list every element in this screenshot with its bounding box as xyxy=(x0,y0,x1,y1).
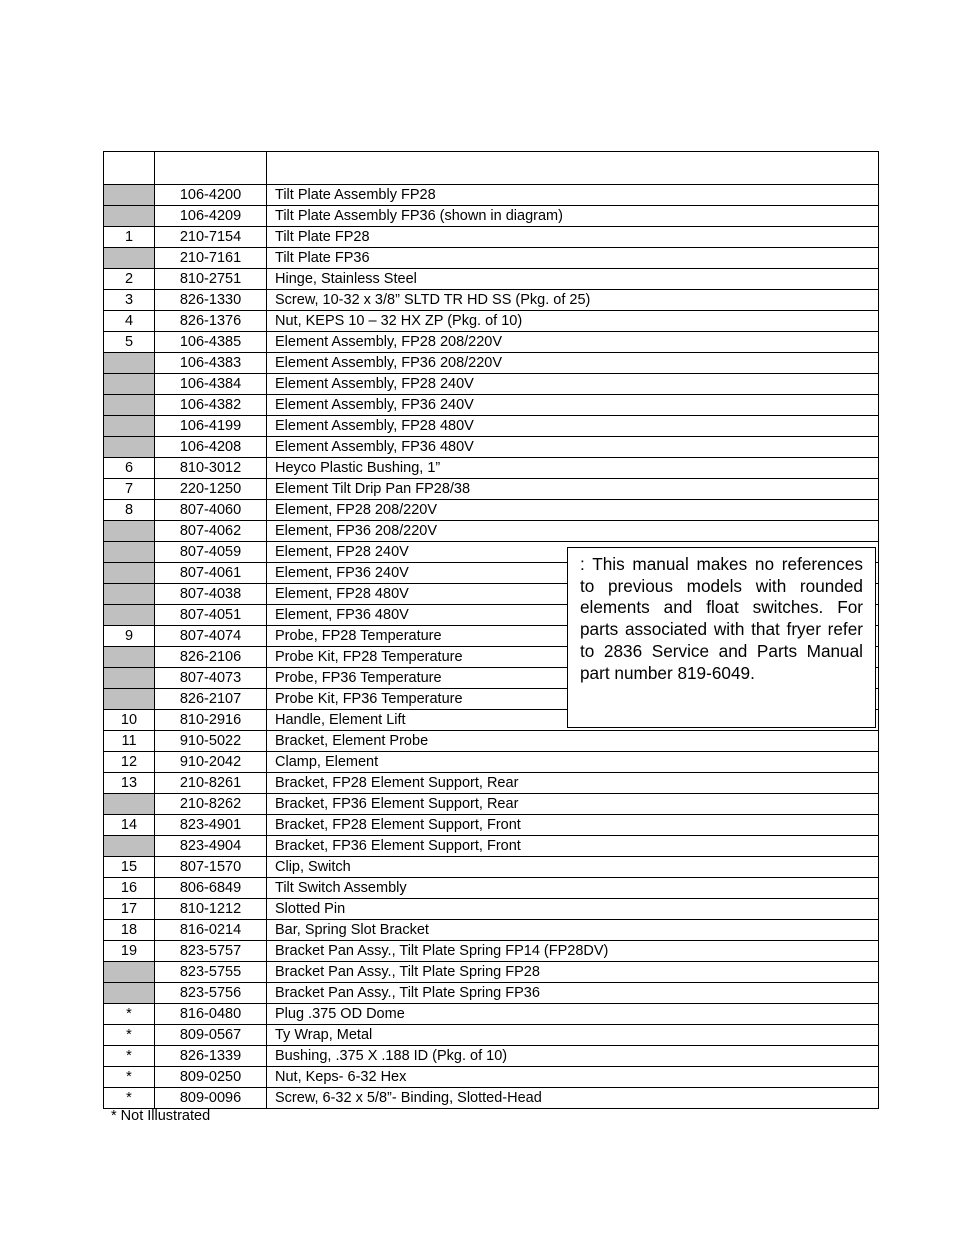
table-row xyxy=(104,857,879,878)
part-number: 823-5755 xyxy=(155,962,267,983)
table-row xyxy=(104,521,879,542)
table-row xyxy=(104,1067,879,1088)
item-number xyxy=(104,374,155,395)
part-number: 807-4074 xyxy=(155,626,267,647)
description: Tilt Plate FP28 xyxy=(267,227,879,248)
item-number xyxy=(104,185,155,206)
part-number: 106-4384 xyxy=(155,374,267,395)
item-number: 10 xyxy=(104,710,155,731)
header-item xyxy=(104,152,155,185)
part-number: 106-4385 xyxy=(155,332,267,353)
part-number: 220-1250 xyxy=(155,479,267,500)
part-number: 910-2042 xyxy=(155,752,267,773)
description: Screw, 10-32 x 3/8” SLTD TR HD SS (Pkg. of 25) xyxy=(267,290,879,311)
description: Tilt Plate FP36 xyxy=(267,248,879,269)
item-number: * xyxy=(104,1004,155,1025)
description: Element, FP36 480V xyxy=(267,605,879,626)
item-number xyxy=(104,584,155,605)
item-number xyxy=(104,605,155,626)
description: Bracket Pan Assy., Tilt Plate Spring FP14 (FP28DV) xyxy=(267,941,879,962)
table-row xyxy=(104,500,879,521)
description: Bracket Pan Assy., Tilt Plate Spring FP28 xyxy=(267,962,879,983)
description: Hinge, Stainless Steel xyxy=(267,269,879,290)
item-number xyxy=(104,437,155,458)
description: Nut, Keps- 6-32 Hex xyxy=(267,1067,879,1088)
item-number: 4 xyxy=(104,311,155,332)
part-number: 823-5757 xyxy=(155,941,267,962)
table-row xyxy=(104,311,879,332)
item-number: * xyxy=(104,1067,155,1088)
part-number: 910-5022 xyxy=(155,731,267,752)
part-number: 106-4209 xyxy=(155,206,267,227)
table-row xyxy=(104,479,879,500)
description: Element, FP36 208/220V xyxy=(267,521,879,542)
part-number: 810-2751 xyxy=(155,269,267,290)
description: Bracket Pan Assy., Tilt Plate Spring FP36 xyxy=(267,983,879,1004)
header-description xyxy=(267,152,879,185)
part-number: 823-4901 xyxy=(155,815,267,836)
part-number: 816-0480 xyxy=(155,1004,267,1025)
table-row xyxy=(104,878,879,899)
description: Bracket, FP28 Element Support, Front xyxy=(267,815,879,836)
description: Tilt Switch Assembly xyxy=(267,878,879,899)
table-row xyxy=(104,395,879,416)
item-number: 7 xyxy=(104,479,155,500)
item-number: 2 xyxy=(104,269,155,290)
table-row xyxy=(104,941,879,962)
item-number xyxy=(104,542,155,563)
item-number xyxy=(104,983,155,1004)
description: Handle, Element Lift xyxy=(267,710,879,731)
item-number xyxy=(104,353,155,374)
part-number: 826-2106 xyxy=(155,647,267,668)
item-number xyxy=(104,521,155,542)
part-number: 106-4200 xyxy=(155,185,267,206)
part-number: 823-4904 xyxy=(155,836,267,857)
description: Nut, KEPS 10 – 32 HX ZP (Pkg. of 10) xyxy=(267,311,879,332)
item-number xyxy=(104,836,155,857)
part-number: 807-4061 xyxy=(155,563,267,584)
item-number xyxy=(104,248,155,269)
part-number: 807-4073 xyxy=(155,668,267,689)
table-row xyxy=(104,248,879,269)
table-row xyxy=(104,920,879,941)
part-number: 807-4060 xyxy=(155,500,267,521)
item-number xyxy=(104,206,155,227)
table-row xyxy=(104,206,879,227)
table-row xyxy=(104,962,879,983)
item-number: 13 xyxy=(104,773,155,794)
description: Element, FP36 240V xyxy=(267,563,879,584)
item-number xyxy=(104,395,155,416)
part-number: 809-0250 xyxy=(155,1067,267,1088)
item-number xyxy=(104,416,155,437)
item-number: 17 xyxy=(104,899,155,920)
part-number: 807-1570 xyxy=(155,857,267,878)
description: Element Assembly, FP28 480V xyxy=(267,416,879,437)
part-number: 210-8262 xyxy=(155,794,267,815)
description: Bracket, FP36 Element Support, Front xyxy=(267,836,879,857)
table-row xyxy=(104,815,879,836)
description: Element Assembly, FP28 240V xyxy=(267,374,879,395)
table-header-row xyxy=(104,152,879,185)
table-row xyxy=(104,374,879,395)
part-number: 106-4208 xyxy=(155,437,267,458)
item-number: 18 xyxy=(104,920,155,941)
item-number: 3 xyxy=(104,290,155,311)
part-number: 809-0096 xyxy=(155,1088,267,1109)
table-row xyxy=(104,1046,879,1067)
item-number: 1 xyxy=(104,227,155,248)
description: Bushing, .375 X .188 ID (Pkg. of 10) xyxy=(267,1046,879,1067)
part-number: 810-1212 xyxy=(155,899,267,920)
description: Bracket, FP28 Element Support, Rear xyxy=(267,773,879,794)
description: Bar, Spring Slot Bracket xyxy=(267,920,879,941)
description: Probe Kit, FP36 Temperature xyxy=(267,689,879,710)
item-number: 15 xyxy=(104,857,155,878)
table-row xyxy=(104,899,879,920)
part-number: 210-8261 xyxy=(155,773,267,794)
item-number: 14 xyxy=(104,815,155,836)
description: Probe Kit, FP28 Temperature xyxy=(267,647,879,668)
item-number: 19 xyxy=(104,941,155,962)
description: Element Assembly, FP28 208/220V xyxy=(267,332,879,353)
description: Element Tilt Drip Pan FP28/38 xyxy=(267,479,879,500)
part-number: 210-7154 xyxy=(155,227,267,248)
item-number xyxy=(104,647,155,668)
description: Element Assembly, FP36 480V xyxy=(267,437,879,458)
table-row xyxy=(104,752,879,773)
item-number xyxy=(104,689,155,710)
table-row xyxy=(104,332,879,353)
item-number xyxy=(104,962,155,983)
table-row xyxy=(104,836,879,857)
description: Plug .375 OD Dome xyxy=(267,1004,879,1025)
description: Screw, 6-32 x 5/8”- Binding, Slotted-Head xyxy=(267,1088,879,1109)
description: Element, FP28 240V xyxy=(267,542,879,563)
item-number: 8 xyxy=(104,500,155,521)
table-row xyxy=(104,416,879,437)
description: Slotted Pin xyxy=(267,899,879,920)
table-row xyxy=(104,983,879,1004)
part-number: 806-6849 xyxy=(155,878,267,899)
part-number: 823-5756 xyxy=(155,983,267,1004)
description: Element Assembly, FP36 208/220V xyxy=(267,353,879,374)
note-text: : This manual makes no references to previous models with rounded elements and float switches. For parts associated with that fryer refer to 2836 Service and Parts Manual part number 819-6049. xyxy=(580,554,863,683)
item-number xyxy=(104,794,155,815)
description: Element Assembly, FP36 240V xyxy=(267,395,879,416)
part-number: 809-0567 xyxy=(155,1025,267,1046)
part-number: 826-1376 xyxy=(155,311,267,332)
table-row xyxy=(104,437,879,458)
part-number: 810-2916 xyxy=(155,710,267,731)
item-number: * xyxy=(104,1046,155,1067)
item-number xyxy=(104,563,155,584)
note-box xyxy=(567,547,876,728)
table-row xyxy=(104,269,879,290)
item-number: 12 xyxy=(104,752,155,773)
part-number: 826-1330 xyxy=(155,290,267,311)
description: Clamp, Element xyxy=(267,752,879,773)
table-row xyxy=(104,458,879,479)
table-row xyxy=(104,773,879,794)
description: Clip, Switch xyxy=(267,857,879,878)
item-number: 6 xyxy=(104,458,155,479)
item-number: * xyxy=(104,1088,155,1109)
table-row xyxy=(104,731,879,752)
description: Element, FP28 208/220V xyxy=(267,500,879,521)
part-number: 106-4382 xyxy=(155,395,267,416)
footnote: * Not Illustrated xyxy=(111,1108,211,1124)
item-number: 16 xyxy=(104,878,155,899)
table-row xyxy=(104,1004,879,1025)
table-row xyxy=(104,185,879,206)
table-row xyxy=(104,353,879,374)
item-number: 11 xyxy=(104,731,155,752)
part-number: 807-4051 xyxy=(155,605,267,626)
item-number xyxy=(104,668,155,689)
description: Bracket, Element Probe xyxy=(267,731,879,752)
part-number: 810-3012 xyxy=(155,458,267,479)
part-number: 826-2107 xyxy=(155,689,267,710)
description: Tilt Plate Assembly FP28 xyxy=(267,185,879,206)
description: Heyco Plastic Bushing, 1” xyxy=(267,458,879,479)
description: Probe, FP28 Temperature xyxy=(267,626,879,647)
part-number: 106-4199 xyxy=(155,416,267,437)
table-row xyxy=(104,227,879,248)
description: Bracket, FP36 Element Support, Rear xyxy=(267,794,879,815)
part-number: 807-4062 xyxy=(155,521,267,542)
header-part xyxy=(155,152,267,185)
part-number: 826-1339 xyxy=(155,1046,267,1067)
table-row xyxy=(104,1088,879,1109)
description: Element, FP28 480V xyxy=(267,584,879,605)
description: Probe, FP36 Temperature xyxy=(267,668,879,689)
part-number: 807-4038 xyxy=(155,584,267,605)
part-number: 106-4383 xyxy=(155,353,267,374)
part-number: 210-7161 xyxy=(155,248,267,269)
part-number: 816-0214 xyxy=(155,920,267,941)
part-number: 807-4059 xyxy=(155,542,267,563)
item-number: 5 xyxy=(104,332,155,353)
item-number: * xyxy=(104,1025,155,1046)
table-row xyxy=(104,1025,879,1046)
table-row xyxy=(104,794,879,815)
description: Tilt Plate Assembly FP36 (shown in diagram) xyxy=(267,206,879,227)
item-number: 9 xyxy=(104,626,155,647)
table-row xyxy=(104,290,879,311)
description: Ty Wrap, Metal xyxy=(267,1025,879,1046)
